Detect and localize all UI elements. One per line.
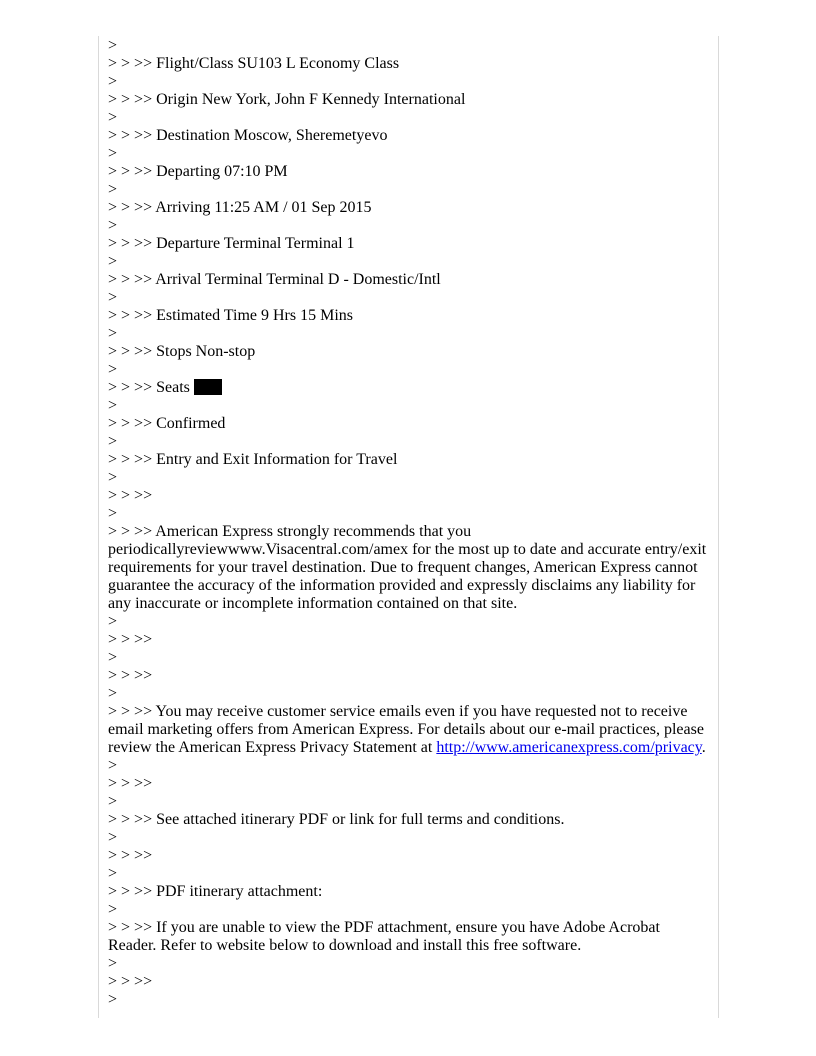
itinerary-block bbox=[108, 757, 708, 919]
quoted-line: > bbox=[108, 793, 118, 810]
quoted-line: > bbox=[108, 901, 118, 918]
quoted-line: > bbox=[108, 181, 118, 198]
quoted-line: > bbox=[108, 955, 118, 972]
quoted-line: > > >> bbox=[108, 973, 153, 990]
quoted-line: > bbox=[108, 469, 118, 486]
quoted-line: > > >> Departing 07:10 PM bbox=[108, 163, 288, 180]
quoted-line: > bbox=[108, 361, 118, 378]
flight-details-block bbox=[108, 37, 708, 379]
email-body bbox=[108, 37, 708, 1009]
privacy-period: . bbox=[701, 739, 706, 756]
redacted-seat-number bbox=[194, 379, 222, 395]
quoted-line: > > >> Estimated Time 9 Hrs 15 Mins bbox=[108, 307, 353, 324]
quoted-line: > bbox=[108, 685, 118, 702]
quoted-line: > > >> Destination Moscow, Sheremetyevo bbox=[108, 127, 388, 144]
privacy-text: > > >> You may receive customer service emails even if you have requested not to receive email marketing offers from American Express. For details about our e-mail practices, please review the American Express Privacy Statement at bbox=[108, 703, 704, 756]
seats-label: > > >> Seats bbox=[108, 379, 194, 396]
quoted-line: > bbox=[108, 865, 118, 882]
quoted-line: > bbox=[108, 505, 118, 522]
quoted-line: > bbox=[108, 325, 118, 342]
quoted-line: > > >> Departure Terminal Terminal 1 bbox=[108, 235, 355, 252]
closing-block bbox=[108, 955, 708, 1009]
quoted-line: > > >> bbox=[108, 487, 153, 504]
quoted-line: > bbox=[108, 145, 118, 162]
quoted-line: > > >> bbox=[108, 775, 153, 792]
quoted-line: > > >> Confirmed bbox=[108, 415, 226, 432]
privacy-link[interactable]: http://www.americanexpress.com/privacy bbox=[436, 739, 702, 756]
quoted-line: > bbox=[108, 757, 118, 774]
status-block bbox=[108, 397, 708, 523]
seats-line bbox=[108, 379, 708, 397]
quoted-line: > > >> Origin New York, John F Kennedy International bbox=[108, 91, 466, 108]
quoted-line: > > >> Arrival Terminal Terminal D - Domestic/Intl bbox=[108, 271, 441, 288]
quoted-line: > > >> bbox=[108, 847, 153, 864]
quoted-line: > bbox=[108, 613, 118, 630]
quoted-line: > bbox=[108, 649, 118, 666]
quoted-line: > bbox=[108, 109, 118, 126]
acrobat-paragraph: > > >> If you are unable to view the PDF attachment, ensure you have Adobe Acrobat Reader. Refer to website below to download and install this free software. bbox=[108, 919, 660, 954]
quoted-line: > > >> bbox=[108, 631, 153, 648]
quoted-line: > bbox=[108, 991, 118, 1008]
quoted-line: > bbox=[108, 289, 118, 306]
quoted-line: > bbox=[108, 253, 118, 270]
quoted-line: > bbox=[108, 397, 118, 414]
quoted-line: > bbox=[108, 217, 118, 234]
amex-entry-exit-paragraph: > > >> American Express strongly recommends that you periodicallyreviewwww.Visacentral.com/amex for the most up to date and accurate entry/exit requirements for your travel destination. Due to frequent changes, American Express cannot guarantee the accuracy of the information provided and expressly disclaims any liability for any inaccurate or incomplete information contained on that site. bbox=[108, 523, 707, 612]
quoted-line: > > >> PDF itinerary attachment: bbox=[108, 883, 323, 900]
quoted-line: > bbox=[108, 73, 118, 90]
quoted-line: > bbox=[108, 829, 118, 846]
quoted-line: > bbox=[108, 433, 118, 450]
quoted-line: > > >> Stops Non-stop bbox=[108, 343, 256, 360]
privacy-paragraph bbox=[108, 703, 708, 757]
quoted-line: > > >> Arriving 11:25 AM / 01 Sep 2015 bbox=[108, 199, 372, 216]
quoted-line: > > >> Flight/Class SU103 L Economy Class bbox=[108, 55, 400, 72]
spacer-block bbox=[108, 613, 708, 703]
quoted-line: > > >> Entry and Exit Information for Travel bbox=[108, 451, 398, 468]
quoted-line: > > >> See attached itinerary PDF or link for full terms and conditions. bbox=[108, 811, 565, 828]
quoted-line: > > >> bbox=[108, 667, 153, 684]
quoted-line: > bbox=[108, 37, 118, 54]
